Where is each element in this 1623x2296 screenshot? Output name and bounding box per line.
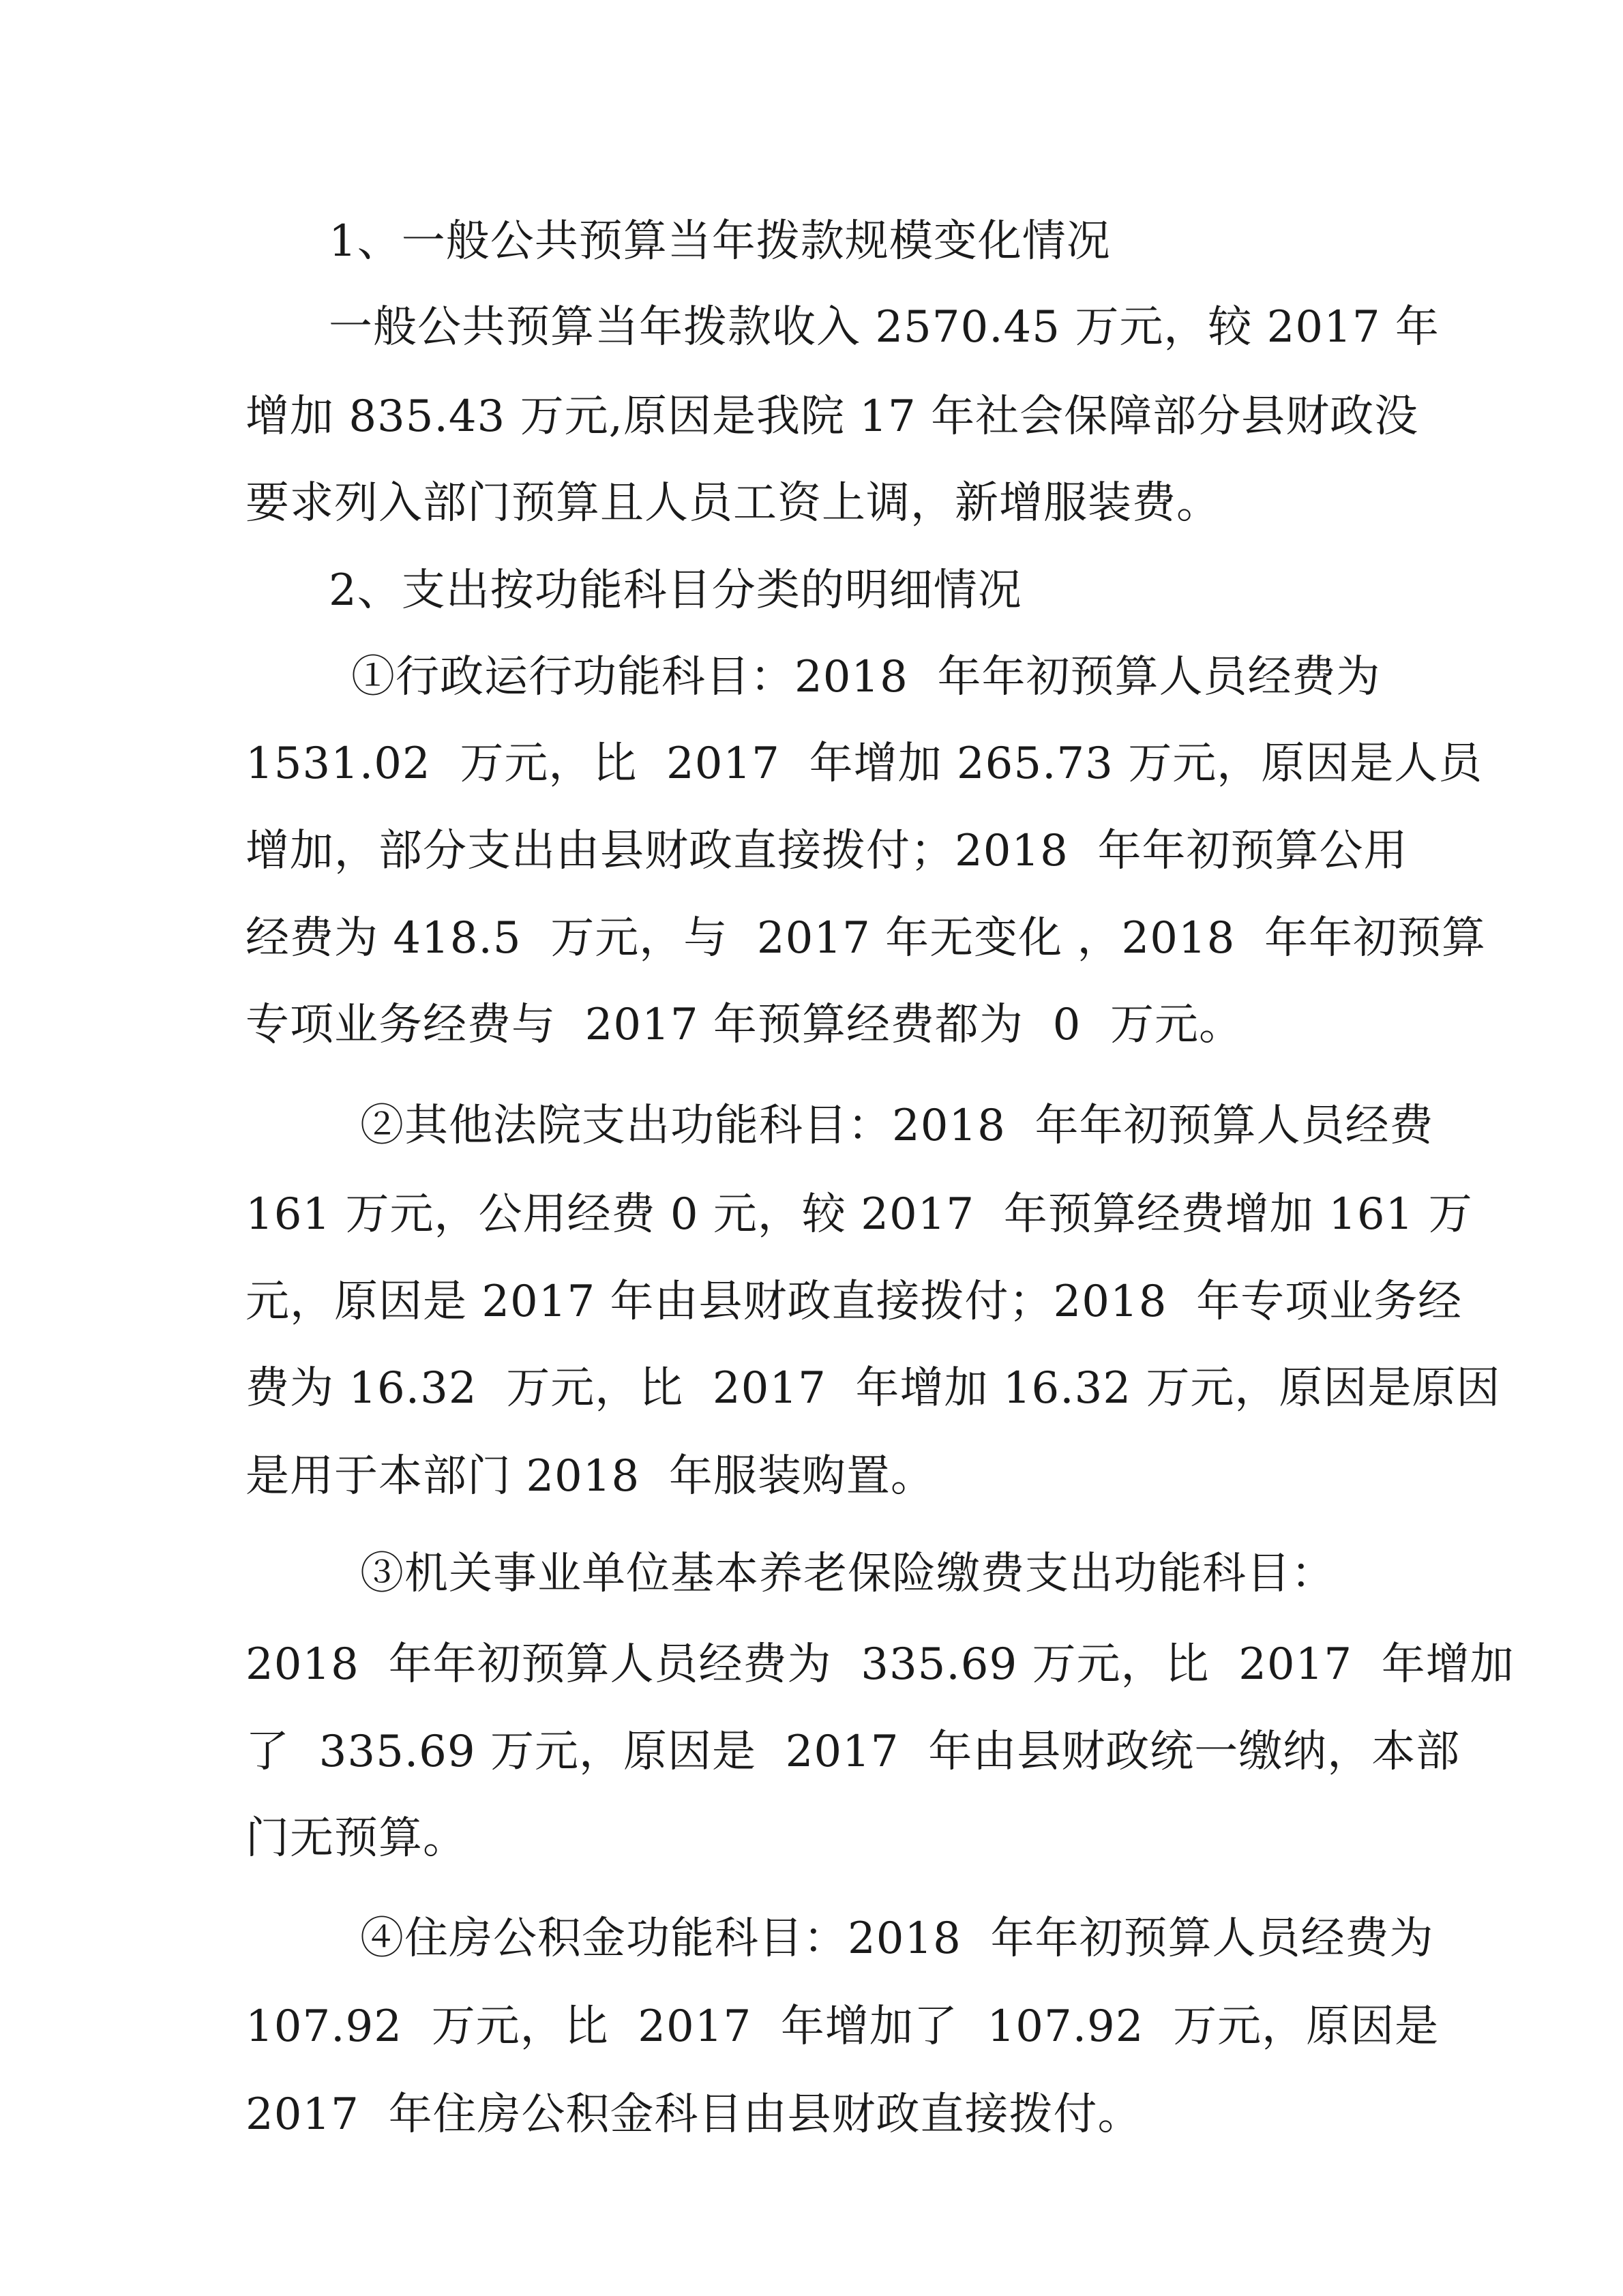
item-3-line-3: 了 335.69 万元，原因是 2017 年由县财政统一缴纳，本部 [245, 1727, 1461, 1777]
item-2-line-1: ②其他法院支出功能科目：2018 年年初预算人员经费 [360, 1101, 1434, 1151]
item-3-line-2: 2018 年年初预算人员经费为 335.69 万元，比 2017 年增加 [245, 1639, 1515, 1690]
item-4-line-3: 2017 年住房公积金科目由县财政直接拨付。 [245, 2089, 1142, 2140]
heading-1: 1、一般公共预算当年拨款规模变化情况 [329, 216, 1111, 267]
item-4-line-2: 107.92 万元，比 2017 年增加了 107.92 万元，原因是 [245, 2001, 1440, 2052]
item-2-line-5: 是用于本部门 2018 年服装购置。 [245, 1451, 935, 1502]
heading-2: 2、支出按功能科目分类的明细情况 [329, 565, 1022, 616]
paragraph-1-line-3: 要求列入部门预算且人员工资上调，新增服装费。 [245, 478, 1221, 528]
item-1-line-5: 专项业务经费与 2017 年预算经费都为 0 万元。 [245, 1000, 1243, 1050]
item-2-line-3: 元，原因是 2017 年由县财政直接拨付；2018 年专项业务经 [245, 1277, 1463, 1327]
item-1-line-2: 1531.02 万元，比 2017 年增加 265.73 万元，原因是人员 [245, 739, 1483, 789]
paragraph-1-line-2: 增加 835.43 万元,原因是我院 17 年社会保障部分县财政没 [245, 391, 1419, 442]
item-2-line-2: 161 万元，公用经费 0 元，较 2017 年预算经费增加 161 万 [245, 1189, 1473, 1240]
item-1-line-3: 增加，部分支出由县财政直接拨付；2018 年年初预算公用 [245, 826, 1408, 876]
item-2-line-4: 费为 16.32 万元，比 2017 年增加 16.32 万元，原因是原因 [245, 1363, 1501, 1414]
paragraph-1-line-1: 一般公共预算当年拨款收入 2570.45 万元，较 2017 年 [329, 302, 1440, 353]
item-1-line-1: ①行政运行功能科目：2018 年年初预算人员经费为 [351, 652, 1381, 702]
item-3-line-4: 门无预算。 [245, 1813, 467, 1864]
item-1-line-4: 经费为 418.5 万元，与 2017 年无变化 ，2018 年年初预算 [245, 913, 1487, 964]
item-4-line-1: ④住房公积金功能科目：2018 年年初预算人员经费为 [360, 1913, 1434, 1964]
item-3-line-1: ③机关事业单位基本养老保险缴费支出功能科目： [360, 1549, 1335, 1599]
